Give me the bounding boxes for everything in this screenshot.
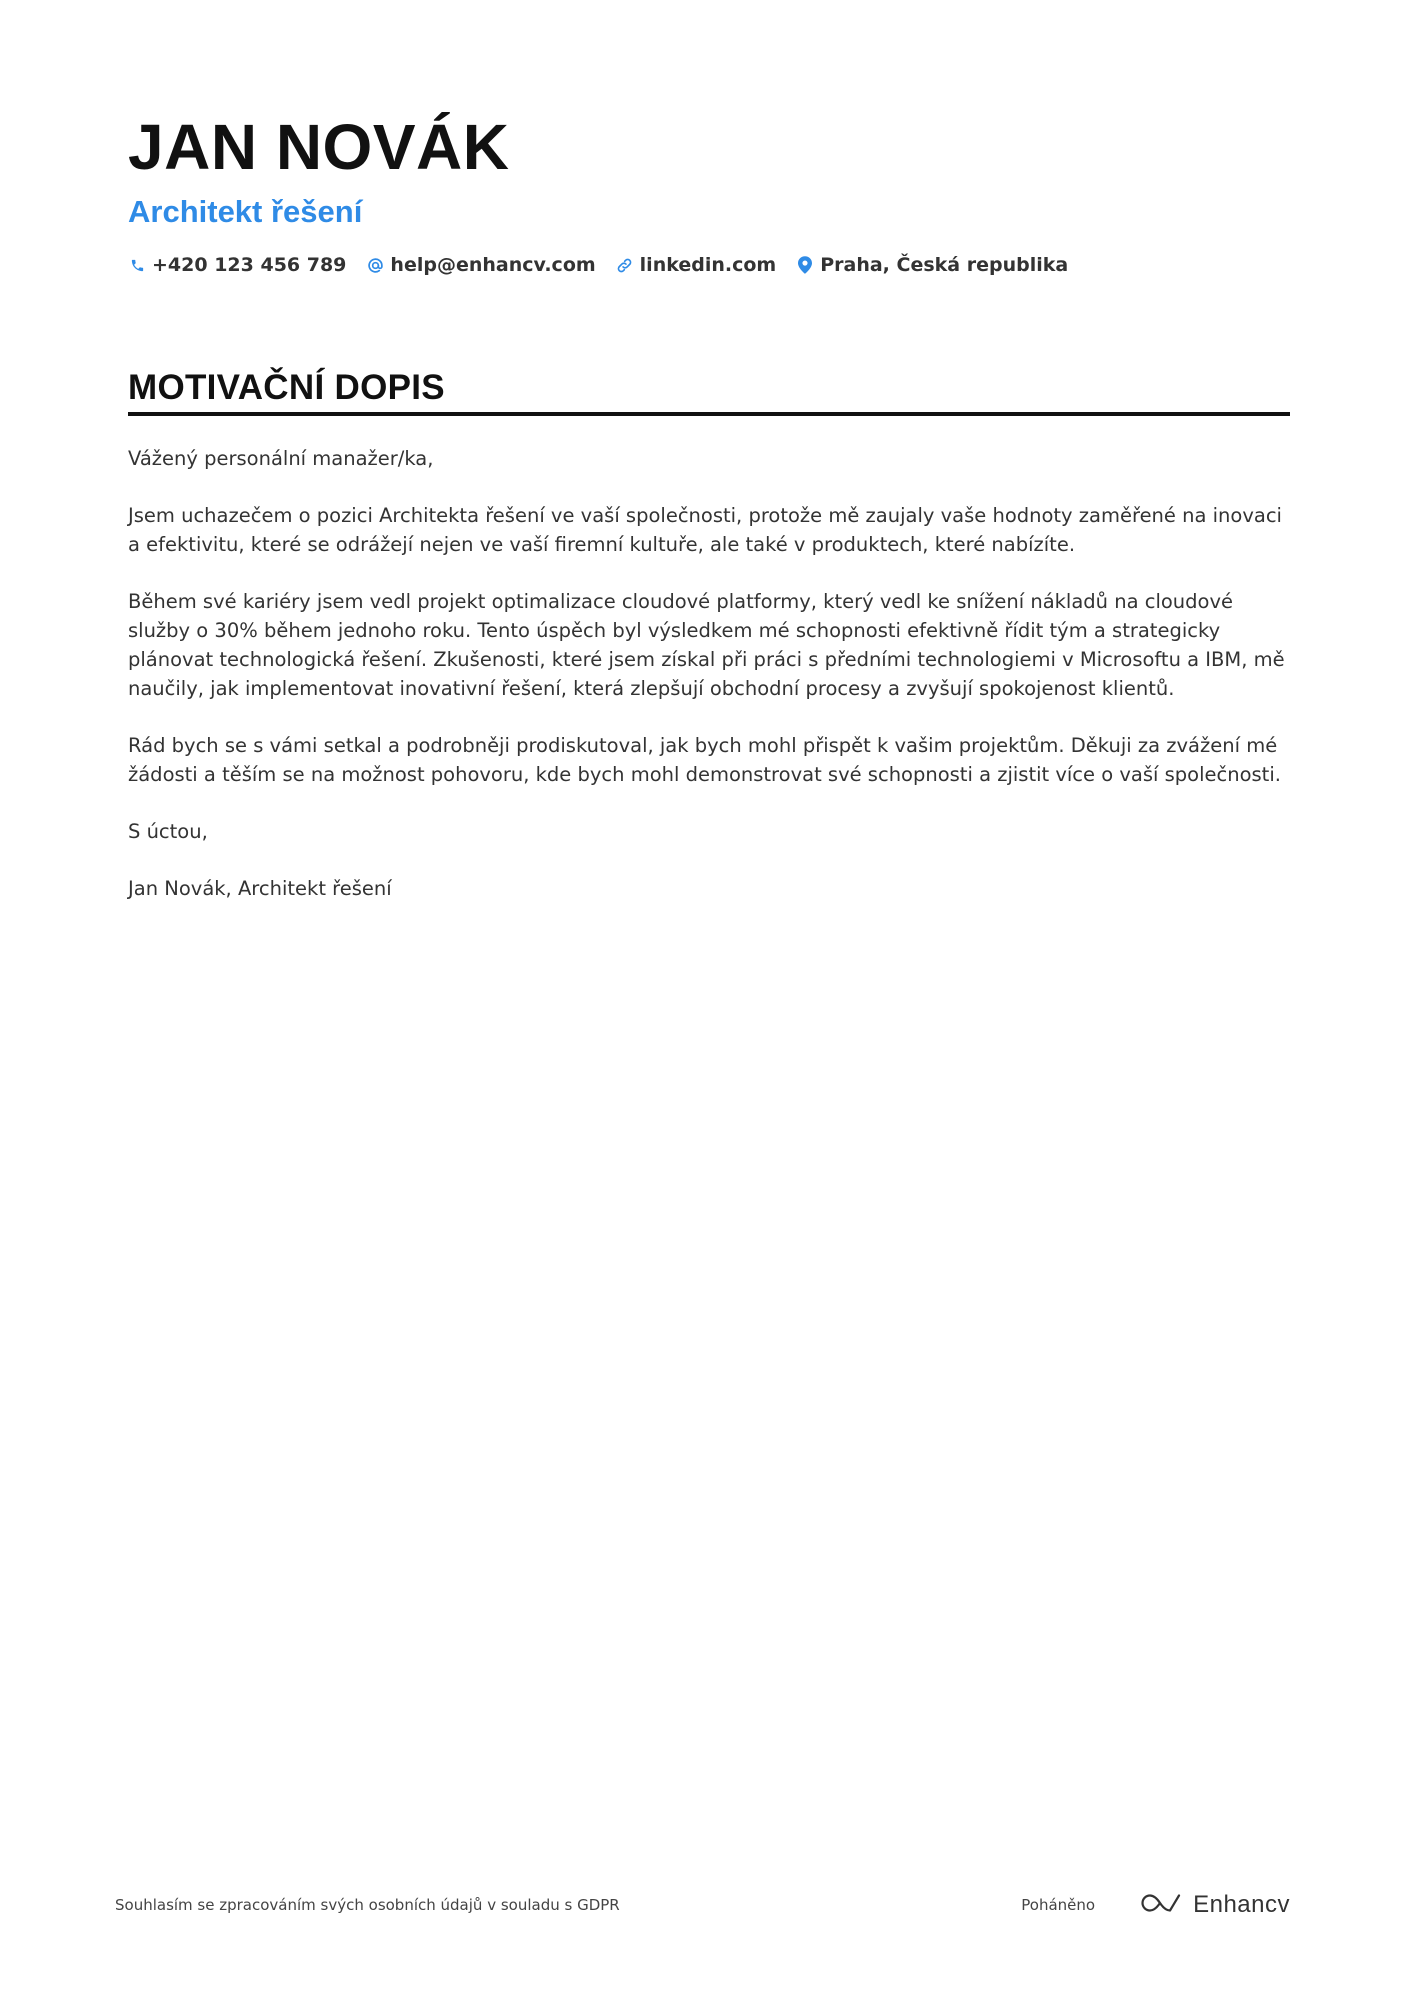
letter-closing: S úctou, (128, 820, 208, 843)
footer (115, 1890, 1290, 1920)
gdpr-consent: Souhlasím se zpracováním svých osobních údajů v souladu s GDPR (115, 1896, 620, 1914)
brand-name: Enhancv (1193, 1891, 1290, 1918)
contact-location-text: Praha, Česká republika (820, 254, 1069, 276)
contact-phone-text: +420 123 456 789 (152, 254, 347, 276)
candidate-role: Architekt řešení (128, 194, 363, 229)
contact-linkedin-text: linkedin.com (639, 254, 777, 276)
at-icon (366, 255, 384, 275)
contact-email-text: help@enhancv.com (390, 254, 596, 276)
contact-phone (128, 254, 346, 276)
letter-paragraph: Jsem uchazečem o pozici Architekta řešení ve vaší společnosti, protože mě zaujaly vaše hodnoty zaměřené na inovaci a efektivitu, které se odrážejí nejen ve vaší firemní kultuře, ale také v produktech, které nabízíte. (128, 504, 1282, 556)
contact-location (796, 254, 1068, 276)
cover-letter-section (128, 366, 1290, 931)
header (128, 108, 1290, 276)
enhancv-logo[interactable] (1137, 1891, 1290, 1919)
letter-paragraph: Během své kariéry jsem vedl projekt optimalizace cloudové platformy, který vedl ke snížení nákladů na cloudové služby o 30% během jednoho roku. Tento úspěch byl výsledkem mé schopnosti efektivně řídit tým a strategicky plánovat technologická řešení. Zkušenosti, které jsem získal při práci s předními technologiemi v Microsoftu a IBM, mě naučily, jak implementovat inovativní řešení, která zlepšují obchodní procesy a zvyšují spokojenost klientů. (128, 590, 1285, 700)
letter-salutation: Vážený personální manažer/ka, (128, 447, 434, 470)
candidate-name: JAN NOVÁK (128, 111, 510, 183)
section-divider (128, 412, 1290, 416)
location-pin-icon (796, 255, 814, 275)
link-icon (616, 255, 634, 275)
section-title: MOTIVAČNÍ DOPIS (128, 368, 445, 407)
contact-linkedin (616, 254, 777, 276)
letter-body (128, 444, 1290, 903)
phone-icon (128, 255, 146, 275)
contact-email (366, 254, 595, 276)
letter-paragraph: Rád bych se s vámi setkal a podrobněji prodiskutoval, jak bych mohl přispět k vašim projektům. Děkuji za zvážení mé žádosti a těším se na možnost pohovoru, kde bych mohl demonstrovat své schopnosti a zjistit více o vaší společnosti. (128, 734, 1281, 786)
letter-signature: Jan Novák, Architekt řešení (128, 877, 392, 900)
contact-bar (128, 254, 1290, 276)
infinity-logo-icon (1137, 1891, 1183, 1919)
branding (1021, 1891, 1290, 1919)
powered-by-label: Poháněno (1021, 1896, 1096, 1914)
